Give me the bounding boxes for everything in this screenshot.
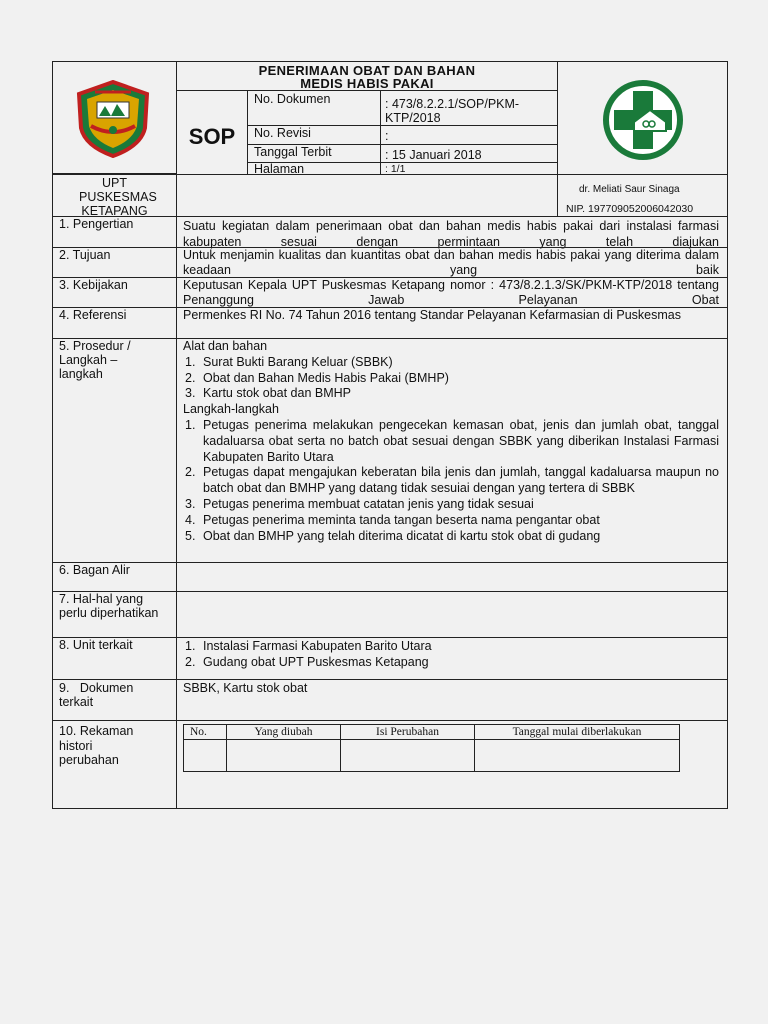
row-label-unit-terkait: 8. Unit terkait	[52, 637, 177, 680]
regency-emblem-icon	[75, 80, 151, 158]
meta-value-halaman: : 1/1	[380, 162, 558, 175]
history-col-yang-diubah: Yang diubah	[227, 725, 341, 740]
meta-label-halaman: Halaman	[247, 162, 381, 175]
unit-name: UPT PUSKESMAS KETAPANG	[52, 174, 177, 217]
list-item: 4. Petugas penerima meminta tanda tangan beserta nama pengantar obat	[185, 512, 600, 527]
list-item: 2. Obat dan Bahan Medis Habis Pakai (BMHP)	[185, 370, 449, 385]
row-content-prosedur	[176, 338, 728, 563]
row-content-unit-terkait	[176, 637, 728, 680]
signatory-cell	[557, 174, 728, 217]
table-row	[184, 740, 680, 772]
list-item: 2. Gudang obat UPT Puskesmas Ketapang	[185, 655, 429, 669]
row-label-tujuan: 2. Tujuan	[52, 247, 177, 278]
row-label-hal-hal: 7. Hal-hal yang perlu diperhatikan	[52, 591, 177, 638]
row-content-kebijakan: Keputusan Kepala UPT Puskesmas Ketapang nomor : 473/8.2.1.3/SK/PKM-KTP/2018 tentang Penanggung Jawab Pelayanan Obat	[176, 277, 728, 308]
list-item: 5. Obat dan BMHP yang telah diterima dicatat di kartu stok obat di gudang	[185, 528, 601, 543]
meta-label-tanggal-terbit: Tanggal Terbit	[247, 144, 381, 163]
alat-list	[183, 355, 719, 402]
logo-cell	[52, 61, 177, 174]
list-item: 3. Kartu stok obat dan BMHP	[185, 386, 351, 401]
history-cell	[227, 740, 341, 772]
history-col-isi-perubahan: Isi Perubahan	[341, 725, 475, 740]
sop-label: SOP	[176, 90, 248, 175]
row-content-hal-hal	[176, 591, 728, 638]
row-content-tujuan: Untuk menjamin kualitas dan kuantitas obat dan bahan medis habis pakai yang diterima dalam keadaan yang baik	[176, 247, 728, 278]
list-item: 3. Petugas penerima membuat catatan jenis yang tidak sesuai	[185, 496, 534, 511]
row-content-referensi: Permenkes RI No. 74 Tahun 2016 tentang Standar Pelayanan Kefarmasian di Puskesmas	[176, 307, 728, 339]
document-title: PENERIMAAN OBAT DAN BAHAN MEDIS HABIS PAKAI	[176, 61, 558, 91]
row-label-referensi: 4. Referensi	[52, 307, 177, 339]
langkah-heading: Langkah-langkah	[183, 402, 279, 417]
langkah-list	[183, 418, 719, 544]
puskesmas-logo-icon	[602, 79, 684, 161]
row-label-pengertian: 1. Pengertian	[52, 216, 177, 248]
meta-label-no-dokumen: No. Dokumen	[247, 90, 381, 126]
list-item: 1. Instalasi Farmasi Kabupaten Barito Utara	[185, 639, 432, 653]
meta-value-tanggal-terbit: : 15 Januari 2018	[380, 144, 558, 163]
history-cell	[184, 740, 227, 772]
row-label-kebijakan: 3. Kebijakan	[52, 277, 177, 308]
unit-list	[183, 638, 719, 670]
table-row	[184, 725, 680, 740]
signatory-name: dr. Meliati Saur Sinaga	[579, 184, 680, 195]
row-label-dokumen-terkait: 9. Dokumen terkait	[52, 679, 177, 721]
list-item: 1. Petugas penerima melakukan pengecekan kemasan obat, jenis dan jumlah obat, tanggal kadaluarsa obat serta no batch obat sesuai dengan SBBK yang diberikan Instalasi Farmasi Kabupaten Barito Utara	[185, 417, 719, 464]
history-col-no: No.	[184, 725, 227, 740]
row-content-bagan-alir	[176, 562, 728, 592]
history-cell	[475, 740, 680, 772]
signatory-nip: NIP. 197709052006042030	[566, 203, 694, 215]
row-content-pengertian: Suatu kegiatan dalam penerimaan obat dan bahan medis habis pakai dari instalasi farmasi kabupaten sesuai dengan permintaan yang telah diajukan	[176, 216, 728, 248]
alat-heading: Alat dan bahan	[183, 339, 268, 353]
row-content-dokumen-terkait: SBBK, Kartu stok obat	[176, 679, 728, 721]
history-table	[183, 724, 680, 772]
meta-value-no-dokumen: : 473/8.2.2.1/SOP/PKM-KTP/2018	[380, 90, 558, 126]
list-item: 2. Petugas dapat mengajukan keberatan bila jenis dan jumlah, tanggal kadaluarsa maupun no batch obat dan BMHP yang datang tidak sesuiai dengan yang tertera di SBBK	[185, 465, 719, 496]
meta-value-no-revisi: :	[380, 125, 558, 145]
puskesmas-logo-cell	[557, 61, 728, 175]
history-col-tanggal: Tanggal mulai diberlakukan	[475, 725, 680, 740]
header-blank-cell	[176, 174, 558, 217]
row-label-rekaman-histori: 10. Rekaman histori perubahan	[52, 720, 177, 809]
list-item: 1. Surat Bukti Barang Keluar (SBBK)	[185, 354, 393, 369]
history-cell	[341, 740, 475, 772]
row-content-rekaman-histori	[176, 720, 728, 809]
row-label-bagan-alir: 6. Bagan Alir	[52, 562, 177, 592]
meta-label-no-revisi: No. Revisi	[247, 125, 381, 145]
row-label-prosedur: 5. Prosedur / Langkah – langkah	[52, 338, 177, 563]
